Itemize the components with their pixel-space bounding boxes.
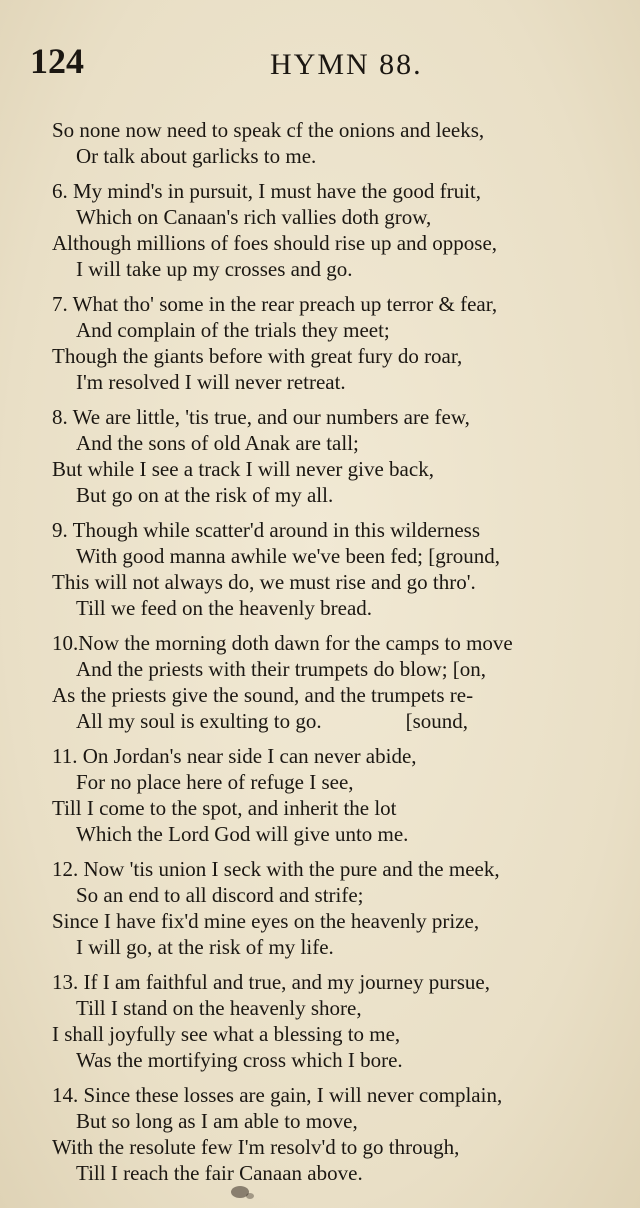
- verse-line: But so long as I am able to move,: [76, 1109, 358, 1133]
- verse-6: [0, 178, 640, 282]
- verse-line: 10.Now the morning doth dawn for the camps to move: [52, 631, 513, 655]
- verse-line: Which the Lord God will give unto me.: [76, 822, 409, 846]
- hymn-text: [0, 117, 640, 1195]
- verse-line: Or talk about garlicks to me.: [76, 144, 317, 168]
- verse-line: Which on Canaan's rich vallies doth grow,: [76, 205, 432, 229]
- verse-line: With good manna awhile we've been fed; [ground,: [76, 544, 500, 568]
- verse-line: All my soul is exulting to go. [sound,: [76, 709, 469, 733]
- verse-line: So an end to all discord and strife;: [76, 883, 364, 907]
- verse-line: 7. What tho' some in the rear preach up terror & fear,: [52, 292, 498, 316]
- verse-line: 11. On Jordan's near side I can never abide,: [52, 744, 417, 768]
- page-header: [0, 40, 640, 90]
- verse-line: And complain of the trials they meet;: [76, 318, 390, 342]
- verse-continuation: [0, 117, 640, 169]
- verse-line: For no place here of refuge I see,: [76, 770, 354, 794]
- verse-11: [0, 743, 640, 847]
- verse-line: Was the mortifying cross which I bore.: [76, 1048, 403, 1072]
- verse-line: I will go, at the risk of my life.: [76, 935, 334, 959]
- verse-line: Till I reach the fair Canaan above.: [76, 1161, 363, 1185]
- verse-13: [0, 969, 640, 1073]
- verse-line: With the resolute few I'm resolv'd to go through,: [52, 1135, 460, 1159]
- verse-line: Although millions of foes should rise up and oppose,: [52, 231, 498, 255]
- verse-line: As the priests give the sound, and the trumpets re-: [52, 683, 474, 707]
- verse-line: So none now need to speak cf the onions and leeks,: [52, 118, 485, 142]
- verse-7: [0, 291, 640, 395]
- verse-line: But while I see a track I will never give back,: [52, 457, 434, 481]
- verse-10: [0, 630, 640, 734]
- verse-12: [0, 856, 640, 960]
- verse-line: Since I have fix'd mine eyes on the heavenly prize,: [52, 909, 480, 933]
- verse-line: 8. We are little, 'tis true, and our numbers are few,: [52, 405, 470, 429]
- verse-line: This will not always do, we must rise and go thro'.: [52, 570, 476, 594]
- verse-line: 13. If I am faithful and true, and my journey pursue,: [52, 970, 490, 994]
- verse-line: 6. My mind's in pursuit, I must have the good fruit,: [52, 179, 482, 203]
- ink-speck-decoration: [228, 1180, 258, 1202]
- verse-line: Till I stand on the heavenly shore,: [76, 996, 362, 1020]
- verse-line: 14. Since these losses are gain, I will never complain,: [52, 1083, 503, 1107]
- verse-line: Till we feed on the heavenly bread.: [76, 596, 373, 620]
- verse-14: [0, 1082, 640, 1186]
- verse-line: But go on at the risk of my all.: [76, 483, 334, 507]
- verse-line: And the priests with their trumpets do blow; [on,: [76, 657, 487, 681]
- verse-8: [0, 404, 640, 508]
- running-title: HYMN 88.: [270, 48, 423, 81]
- page-number: 124: [30, 41, 84, 81]
- verse-line: 12. Now 'tis union I seck with the pure and the meek,: [52, 857, 500, 881]
- verse-9: [0, 517, 640, 621]
- verse-line: Till I come to the spot, and inherit the lot: [52, 796, 397, 820]
- verse-line: I shall joyfully see what a blessing to me,: [52, 1022, 401, 1046]
- verse-line: 9. Though while scatter'd around in this wilderness: [52, 518, 480, 542]
- verse-line: I will take up my crosses and go.: [76, 257, 353, 281]
- verse-line: Though the giants before with great fury do roar,: [52, 344, 463, 368]
- verse-line: And the sons of old Anak are tall;: [76, 431, 359, 455]
- verse-line: I'm resolved I will never retreat.: [76, 370, 346, 394]
